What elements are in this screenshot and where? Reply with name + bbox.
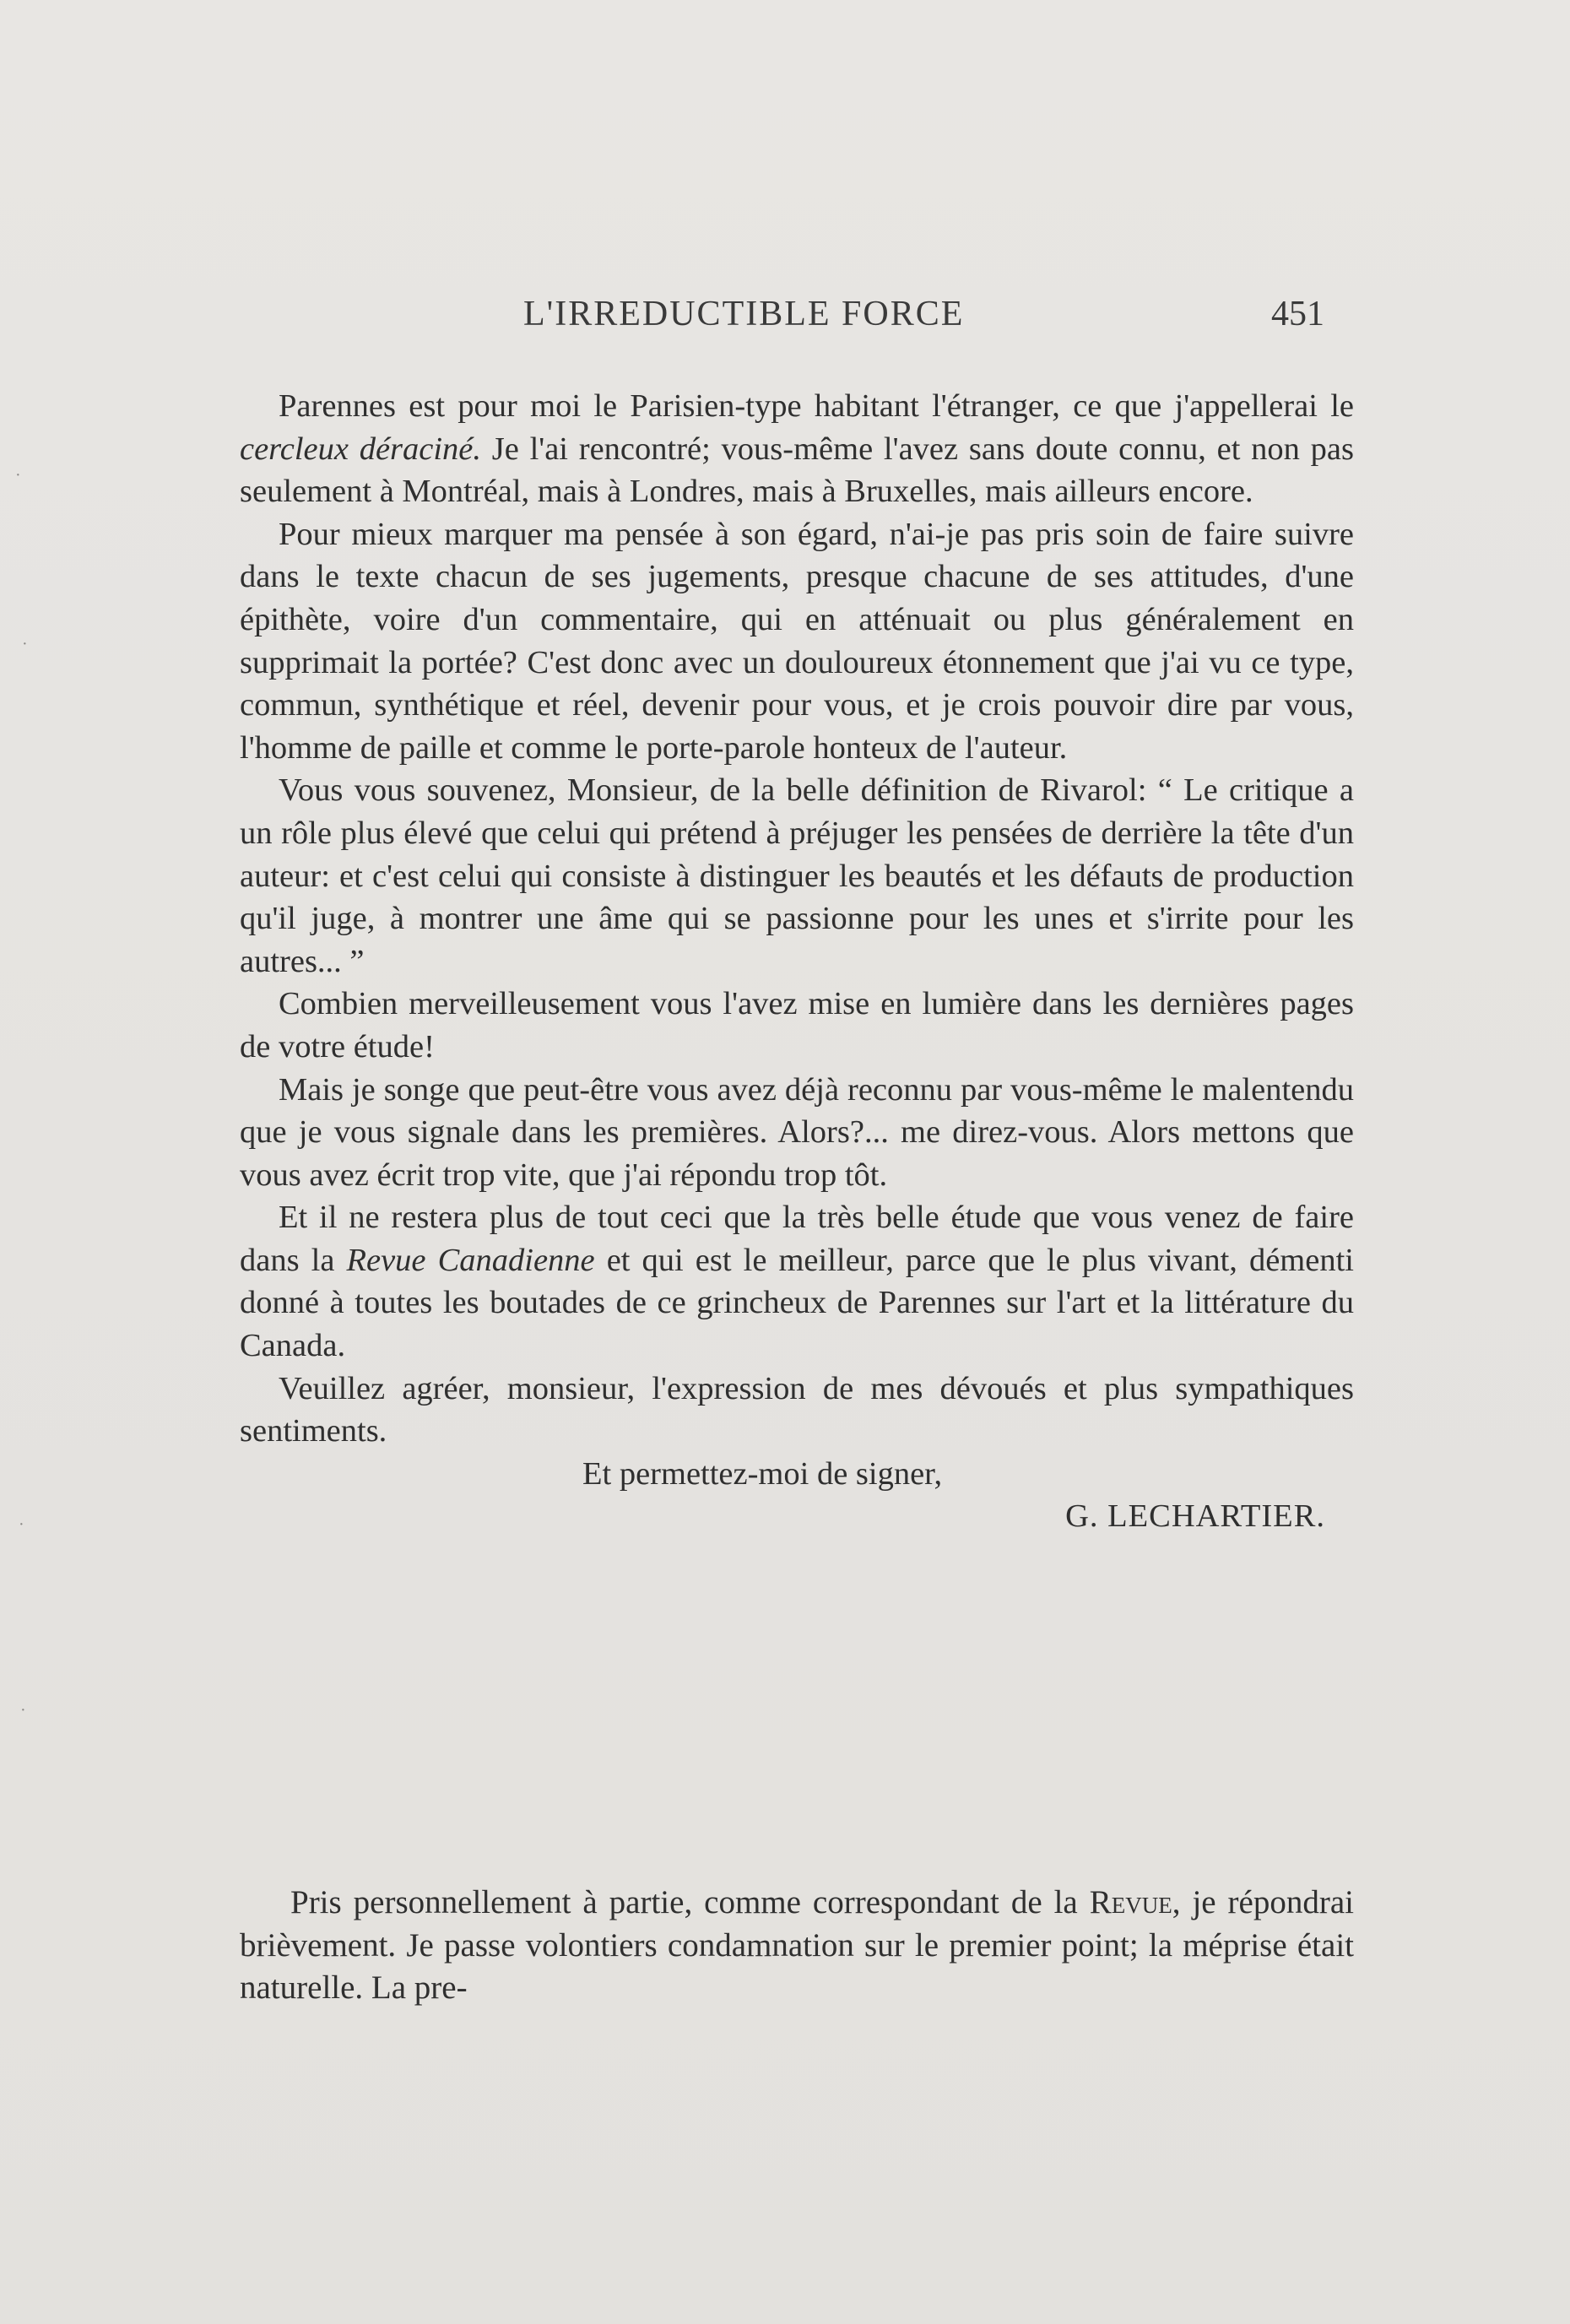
letter-paragraph-4: Combien merveilleusement vous l'avez mise en lumière dans les dernières pages de votre étude! [240, 986, 1354, 1064]
running-title: L'IRREDUCTIBLE FORCE [523, 295, 965, 333]
page-number: 451 [1271, 295, 1324, 333]
italic-phrase: cercleux déraciné. [240, 431, 482, 467]
letter-paragraph-2: Pour mieux marquer ma pensée à son égard, n'ai-je pas pris soin de faire suivre dans le texte chacun de ses jugements, presque chacune de ses attitudes, d'une épithète, voire d'un commentaire, qui en atténuait ou plus généralement en supprimait la portée? C'est donc avec un douloureux étonnement que j'ai vu ce type, commun, synthétique et réel, devenir pour vous, et je crois pouvoir dire par vous, l'homme de paille et comme le porte-parole honteux de l'auteur. [240, 516, 1354, 766]
reply-body [240, 1882, 1354, 2010]
letter-closing: Et permettez-moi de signer, [582, 1455, 943, 1492]
italic-journal-title: Revue Canadienne [346, 1242, 595, 1278]
margin-speck: · [22, 635, 28, 653]
letter-paragraph-5: Mais je songe que peut-être vous avez déjà reconnu par vous-même le malentendu que je vous signale dans les premières. Alors?... me direz-vous. Alors mettons que vous avez écrit trop vite, que j'ai répondu trop tôt. [240, 1071, 1354, 1193]
margin-speck: · [19, 1515, 24, 1534]
margin-speck: · [20, 1701, 26, 1720]
letter-paragraph-3: Vous vous souvenez, Monsieur, de la belle définition de Rivarol: “ Le critique a un rôle plus élevé que celui qui prétend à préjuger les pensées de derrière la tête d'un auteur: et c'est celui qui consiste à distinguer les beautés et les défauts de production qu'il juge, à montrer une âme qui se passionne pour les unes et s'irrite pour les autres... ” [240, 772, 1354, 979]
letter-paragraph-1: Parennes est pour moi le Parisien-type habitant l'étranger, ce que j'appellerai le cercleux déraciné. Je l'ai rencontré; vous-même l'avez sans doute connu, et non pas seulement à Montréal, mais à Londres, mais à Bruxelles, mais ailleurs encore. [240, 388, 1354, 510]
letter-signature: G. LECHARTIER. [1065, 1498, 1325, 1535]
letter-body [240, 385, 1354, 1538]
reply-paragraph: Pris personnellement à partie, comme correspondant de la Revue, je répondrai brièvement. Je passe volontiers condamnation sur le premier point; la méprise était naturelle. La pre- [240, 1884, 1354, 2007]
letter-paragraph-7: Veuillez agréer, monsieur, l'expression de mes dévoués et plus sympathiques sentiments. [240, 1370, 1354, 1449]
letter-paragraph-6: Et il ne restera plus de tout ceci que la très belle étude que vous venez de faire dans la Revue Canadienne et qui est le meilleur, parce que le plus vivant, démenti donné à toutes les boutades de ce grincheux de Parennes sur l'art et la littérature du Canada. [240, 1200, 1354, 1364]
small-caps-word: Revue [1089, 1884, 1172, 1920]
margin-speck: · [15, 466, 21, 485]
